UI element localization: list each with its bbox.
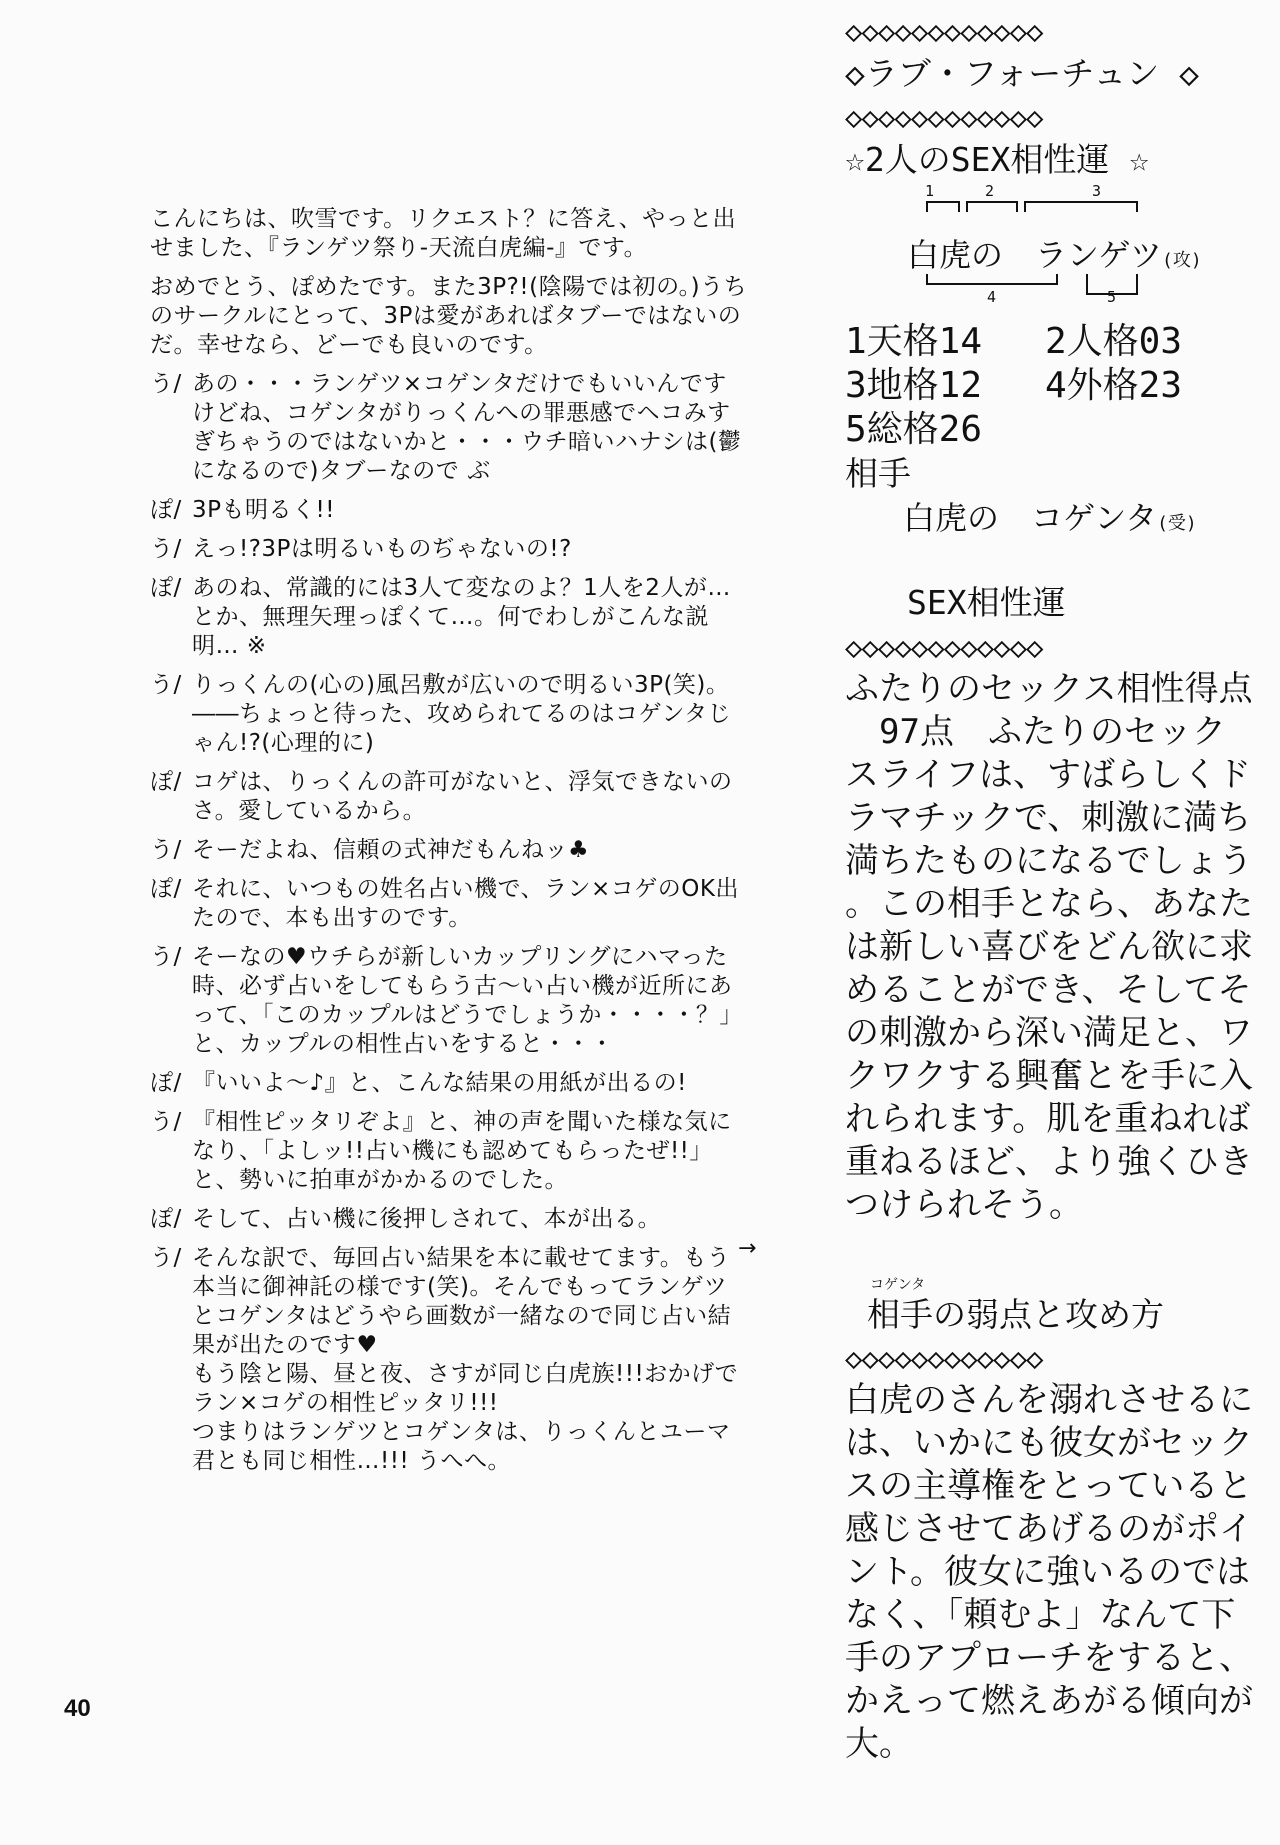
dialogue-text: コゲは、りっくんの許可がないと、浮気できないのさ。愛しているから。: [192, 769, 733, 824]
kaku-row: [845, 408, 1195, 452]
dialogue-text: 『相性ピッタリぞよ』と、神の声を聞いた様な気になり、「よしッ!!占い機にも認めてもらったぜ!!」と、勢いに拍車がかかるのでした。: [192, 1109, 732, 1193]
body-line: 重ねるほど、より強くひき: [845, 1142, 1253, 1182]
body-line: 97点 ふたりのセック: [845, 712, 1226, 752]
dialogue-line: [150, 1244, 750, 1476]
body-line: 手のアプローチをすると、: [845, 1638, 1253, 1678]
bracket-number: 2: [985, 182, 995, 200]
diamond-border: ◇◇◇◇◇◇◇◇◇◇◇◇: [845, 630, 1043, 664]
dialogue-line: [150, 535, 750, 564]
speaker: う/: [150, 672, 182, 698]
body-line: 感じさせてあげるのがポイ: [845, 1509, 1253, 1549]
speaker: ぽ/: [150, 497, 182, 523]
kaku-row: [845, 364, 1195, 408]
name-2: [903, 496, 1195, 546]
body-line: の刺激から深い満足と、ワ: [845, 1013, 1253, 1053]
speaker: う/: [150, 1109, 182, 1135]
dialogue-text: あの・・・ランゲツ×コゲンタだけでもいいんですけどね、コゲンタがりっくんへの罪悪感でヘコみすぎちゃうのではないかと・・・ウチ暗いハナシは(鬱になるので)タブーなので ぶ: [192, 371, 742, 484]
body-line: 満ちたものになるでしょう: [845, 841, 1253, 881]
body-line: つけられそう。: [845, 1185, 1083, 1225]
dialogue-line: [150, 574, 750, 661]
kaku-row: [845, 320, 1195, 364]
fortune-column: [845, 10, 1253, 1766]
name-2-text: 白虎の コゲンタ: [903, 499, 1158, 537]
bracket-number: 4: [987, 288, 997, 306]
dialogue-line: [150, 943, 750, 1059]
section-body: [845, 1379, 1253, 1766]
bracket-number: 3: [1092, 182, 1102, 200]
dialogue-line: [150, 1069, 750, 1098]
body-line: なく、「頼むよ」なんて下: [845, 1595, 1236, 1635]
body-line: スの主導権をとっていると: [845, 1466, 1253, 1506]
speaker: ぽ/: [150, 876, 182, 902]
intro-paragraph-1: こんにちは、吹雪です。リクエスト？に答え、やっと出せました、『ランゲツ祭り-天流白虎編-』です。: [150, 206, 737, 261]
speaker: う/: [150, 536, 182, 562]
name-1: [907, 230, 1202, 276]
dialogue-text: そんな訳で、毎回占い結果を本に載せてます。もう本当に御神託の様です(笑)。そんでもってランゲツとコゲンタはどうやら画数が一緒なので同じ占い結果が出たのです♥ もう陰と陽、昼と夜、さすが同じ白虎族!!!おかげでラン×コゲの相性ピッタリ!!! つまりはランゲツとコゲンタは、りっくんとユーマ君とも同じ相性…!!! うへへ。: [192, 1245, 739, 1474]
dialogue-text: そーなの♥ウチらが新しいカップリングにハマった時、必ず占いをしてもらう古～い占い機が近所にあって、「このカップルはどうでしょうか・・・・？」と、カップルの相性占いをすると・・・: [192, 944, 743, 1057]
dialogue-text: それに、いつもの姓名占い機で、ラン×コゲのOK出たので、本も出すのです。: [192, 876, 739, 931]
page-number: 40: [64, 1695, 91, 1722]
name-2-role: (受): [1157, 513, 1197, 534]
body-line: かえって燃えあがる傾向が: [845, 1681, 1253, 1721]
fortune-subtitle: ☆2人のSEX相性運 ☆: [845, 140, 1150, 179]
speaker: ぽ/: [150, 575, 182, 601]
diamond-border: ◇◇◇◇◇◇◇◇◇◇◇◇: [845, 14, 1043, 48]
kaku-value: 2人格03: [1045, 321, 1183, 362]
dialogue-line: [150, 370, 750, 486]
speaker: ぽ/: [150, 769, 182, 795]
kaku-value: 5総格26: [845, 409, 983, 450]
speaker: う/: [150, 837, 182, 863]
body-line: 大。: [845, 1724, 913, 1764]
name-1-role: (攻): [1162, 250, 1202, 271]
dialogue-text: そーだよね、信頼の式神だもんねッ♣: [192, 837, 590, 863]
body-line: めることができ、そしてそ: [845, 970, 1252, 1010]
dialogue-text: あのね、常識的には3人て変なのよ？1人を2人が…とか、無理矢理っぽくて…。何でわしがこんな説明… ※: [192, 575, 731, 659]
dialogue-line: [150, 496, 750, 525]
dialogue-text: えっ!?3Pは明るいものぢゃないの!?: [192, 536, 572, 562]
dialogue-text: りっくんの(心の)風呂敷が広いので明るい3P(笑)。――ちょっと待った、攻められてるのはコゲンタじゃん!?(心理的に): [192, 672, 732, 756]
speaker: う/: [150, 1245, 182, 1271]
aite-label: 相手: [845, 454, 911, 493]
diamond-border: ◇◇◇◇◇◇◇◇◇◇◇◇: [845, 100, 1043, 134]
section-title: SEX相性運: [907, 583, 1066, 622]
arrow-right-icon: →: [738, 1236, 757, 1261]
afterword-column: [150, 205, 750, 1486]
dialogue-line: [150, 875, 750, 933]
kaku-value: 4外格23: [1045, 365, 1183, 406]
fortune-title: ◇ラブ・フォーチュン ◇: [845, 54, 1199, 93]
body-line: クワクする興奮とを手に入: [845, 1056, 1253, 1096]
body-line: スライフは、すばらしくド: [845, 755, 1251, 795]
body-line: れられます。肌を重ねれば: [845, 1099, 1251, 1139]
body-line: 白虎のさんを溺れさせるに: [845, 1380, 1253, 1420]
body-line: 。この相手となら、あなた: [845, 884, 1253, 924]
diamond-border: ◇◇◇◇◇◇◇◇◇◇◇◇: [845, 1341, 1043, 1375]
speaker: う/: [150, 944, 182, 970]
section-body: [845, 668, 1253, 1227]
dialogue-text: 『いいよ～♪』と、こんな結果の用紙が出るの!: [192, 1070, 687, 1096]
body-line: ント。彼女に強いるのでは: [845, 1552, 1250, 1592]
speaker: ぽ/: [150, 1070, 182, 1096]
dialogue-text: 3Pも明るく!!: [192, 497, 335, 523]
intro-paragraph-2: おめでとう、ぽめたです。また3P?!(陰陽では初の。)うちのサークルにとって、3Pは愛があればタブーではないのだ。幸せなら、どーでも良いのです。: [150, 274, 748, 358]
dialogue-line: [150, 836, 750, 865]
section-title: 相手の弱点と攻め方: [867, 1295, 1164, 1334]
dialogue-line: [150, 1108, 750, 1195]
name-1-text: 白虎の ランゲツ: [907, 236, 1163, 274]
ruby-text: コゲンタ: [870, 1277, 926, 1293]
dialogue-line: [150, 768, 750, 826]
bracket-number: 1: [925, 182, 935, 200]
kaku-value: 3地格12: [845, 365, 983, 406]
body-line: ラマチックで、刺激に満ち: [845, 798, 1252, 838]
body-line: は、いかにも彼女がセック: [845, 1423, 1253, 1463]
speaker: う/: [150, 371, 182, 397]
name-stroke-diagram: [907, 182, 1202, 320]
dialogue-line: [150, 1205, 750, 1234]
body-line: ふたりのセックス相性得点: [845, 669, 1253, 709]
dialogue-line: [150, 671, 750, 758]
bracket-number: 5: [1107, 288, 1117, 306]
speaker: ぽ/: [150, 1206, 182, 1232]
body-line: は新しい喜びをどん欲に求: [845, 927, 1253, 967]
dialogue-text: そして、占い機に後押しされて、本が出る。: [192, 1206, 662, 1232]
kaku-value: 1天格14: [845, 321, 983, 362]
